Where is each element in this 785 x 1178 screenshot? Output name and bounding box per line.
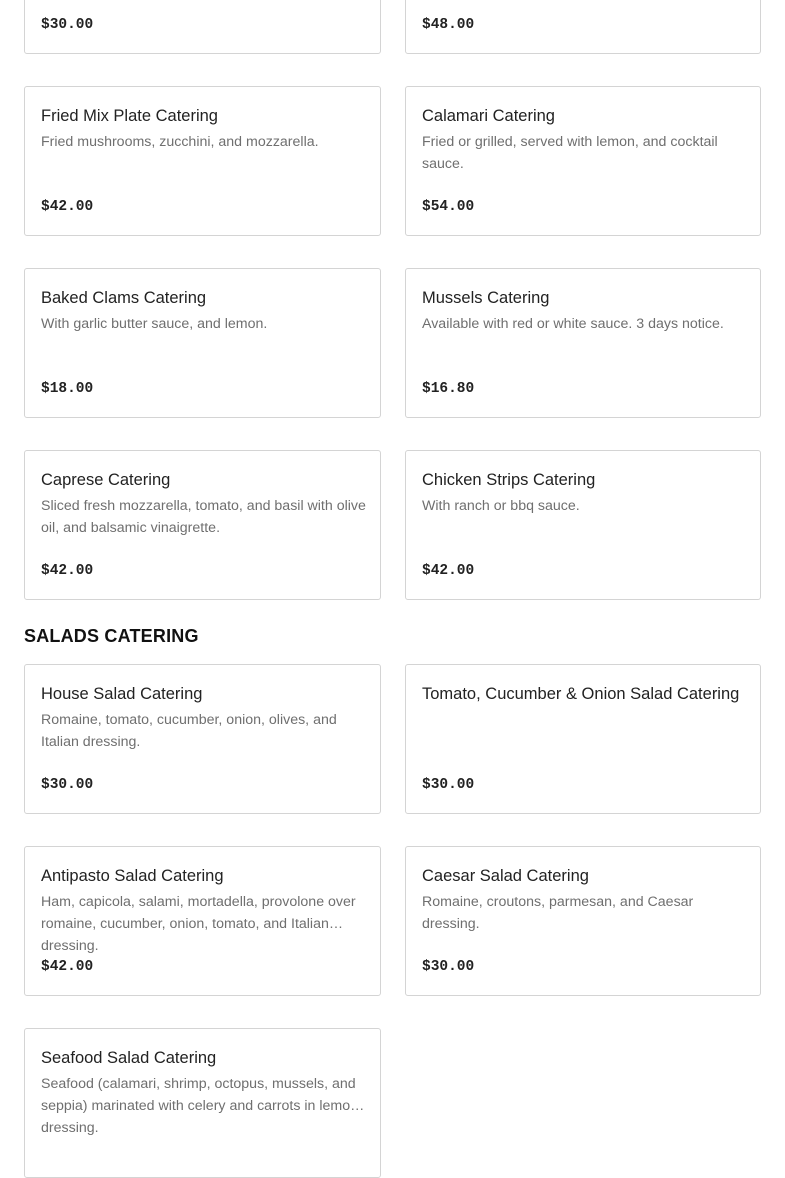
menu-item-price: $48.00 — [422, 17, 475, 33]
menu-item-title: Seafood Salad Catering — [41, 1049, 217, 1067]
menu-item-description: With garlic butter sauce, and lemon. — [41, 316, 268, 332]
menu-item-description: With ranch or bbq sauce. — [422, 498, 580, 514]
menu-item-price: $42.00 — [41, 563, 94, 579]
menu-item-price: $30.00 — [422, 777, 475, 793]
menu-item-title: Antipasto Salad Catering — [41, 867, 224, 885]
menu-item-card[interactable] — [24, 450, 381, 600]
menu-item-card[interactable] — [24, 1028, 381, 1178]
menu-item-description: Romaine, croutons, parmesan, and Caesar dressing. — [422, 894, 694, 932]
menu-item-card[interactable] — [405, 846, 761, 996]
menu-item-price: $30.00 — [41, 777, 94, 793]
menu-item-description: Romaine, tomato, cucumber, onion, olives, and Italian dressing. — [41, 712, 337, 750]
menu-item-card[interactable] — [405, 268, 761, 418]
menu-item-card[interactable] — [24, 86, 381, 236]
menu-item-card[interactable] — [405, 86, 761, 236]
menu-item-price: $30.00 — [41, 17, 94, 33]
menu-item-card[interactable] — [24, 664, 381, 814]
menu-item-card[interactable] — [405, 0, 761, 54]
menu-item-price: $42.00 — [41, 199, 94, 215]
menu-item-description: Available with red or white sauce. 3 days notice. — [422, 316, 724, 332]
menu-item-card[interactable] — [24, 268, 381, 418]
menu-item-description: Fried or grilled, served with lemon, and cocktail sauce. — [422, 134, 718, 172]
menu-item-card[interactable] — [24, 846, 381, 996]
menu-item-card[interactable] — [405, 450, 761, 600]
menu-item-description: Fried mushrooms, zucchini, and mozzarella. — [41, 134, 319, 150]
menu-item-price: $18.00 — [41, 381, 94, 397]
menu-item-title: Mussels Catering — [422, 289, 550, 307]
menu-item-title: Fried Mix Plate Catering — [41, 107, 218, 125]
menu-item-description: Seafood (calamari, shrimp, octopus, mussels, and seppia) marinated with celery and carrots in lemon dressing. — [41, 1076, 359, 1136]
menu-item-price: $54.00 — [422, 199, 475, 215]
menu-item-title: House Salad Catering — [41, 685, 203, 703]
menu-item-title: Tomato, Cucumber & Onion Salad Catering — [422, 685, 740, 703]
menu-item-price: $30.00 — [422, 959, 475, 975]
section-heading-salads: SALADS CATERING — [24, 626, 199, 646]
menu-item-description: Sliced fresh mozzarella, tomato, and basil with olive oil, and balsamic vinaigrette. — [41, 498, 366, 536]
menu-item-card[interactable] — [24, 0, 381, 54]
menu-item-title: Baked Clams Catering — [41, 289, 207, 307]
menu-item-price: $42.00 — [41, 959, 94, 975]
menu-item-title: Caesar Salad Catering — [422, 867, 589, 885]
menu-item-title: Calamari Catering — [422, 107, 555, 125]
menu-item-price: $42.00 — [422, 563, 475, 579]
menu-item-title: Chicken Strips Catering — [422, 471, 596, 489]
menu-item-card[interactable] — [405, 664, 761, 814]
menu-item-price: $16.80 — [422, 381, 475, 397]
menu-item-description: Ham, capicola, salami, mortadella, provolone over romaine, cucumber, onion, tomato, and Italian dressing. — [41, 894, 356, 954]
menu-item-title: Caprese Catering — [41, 471, 171, 489]
